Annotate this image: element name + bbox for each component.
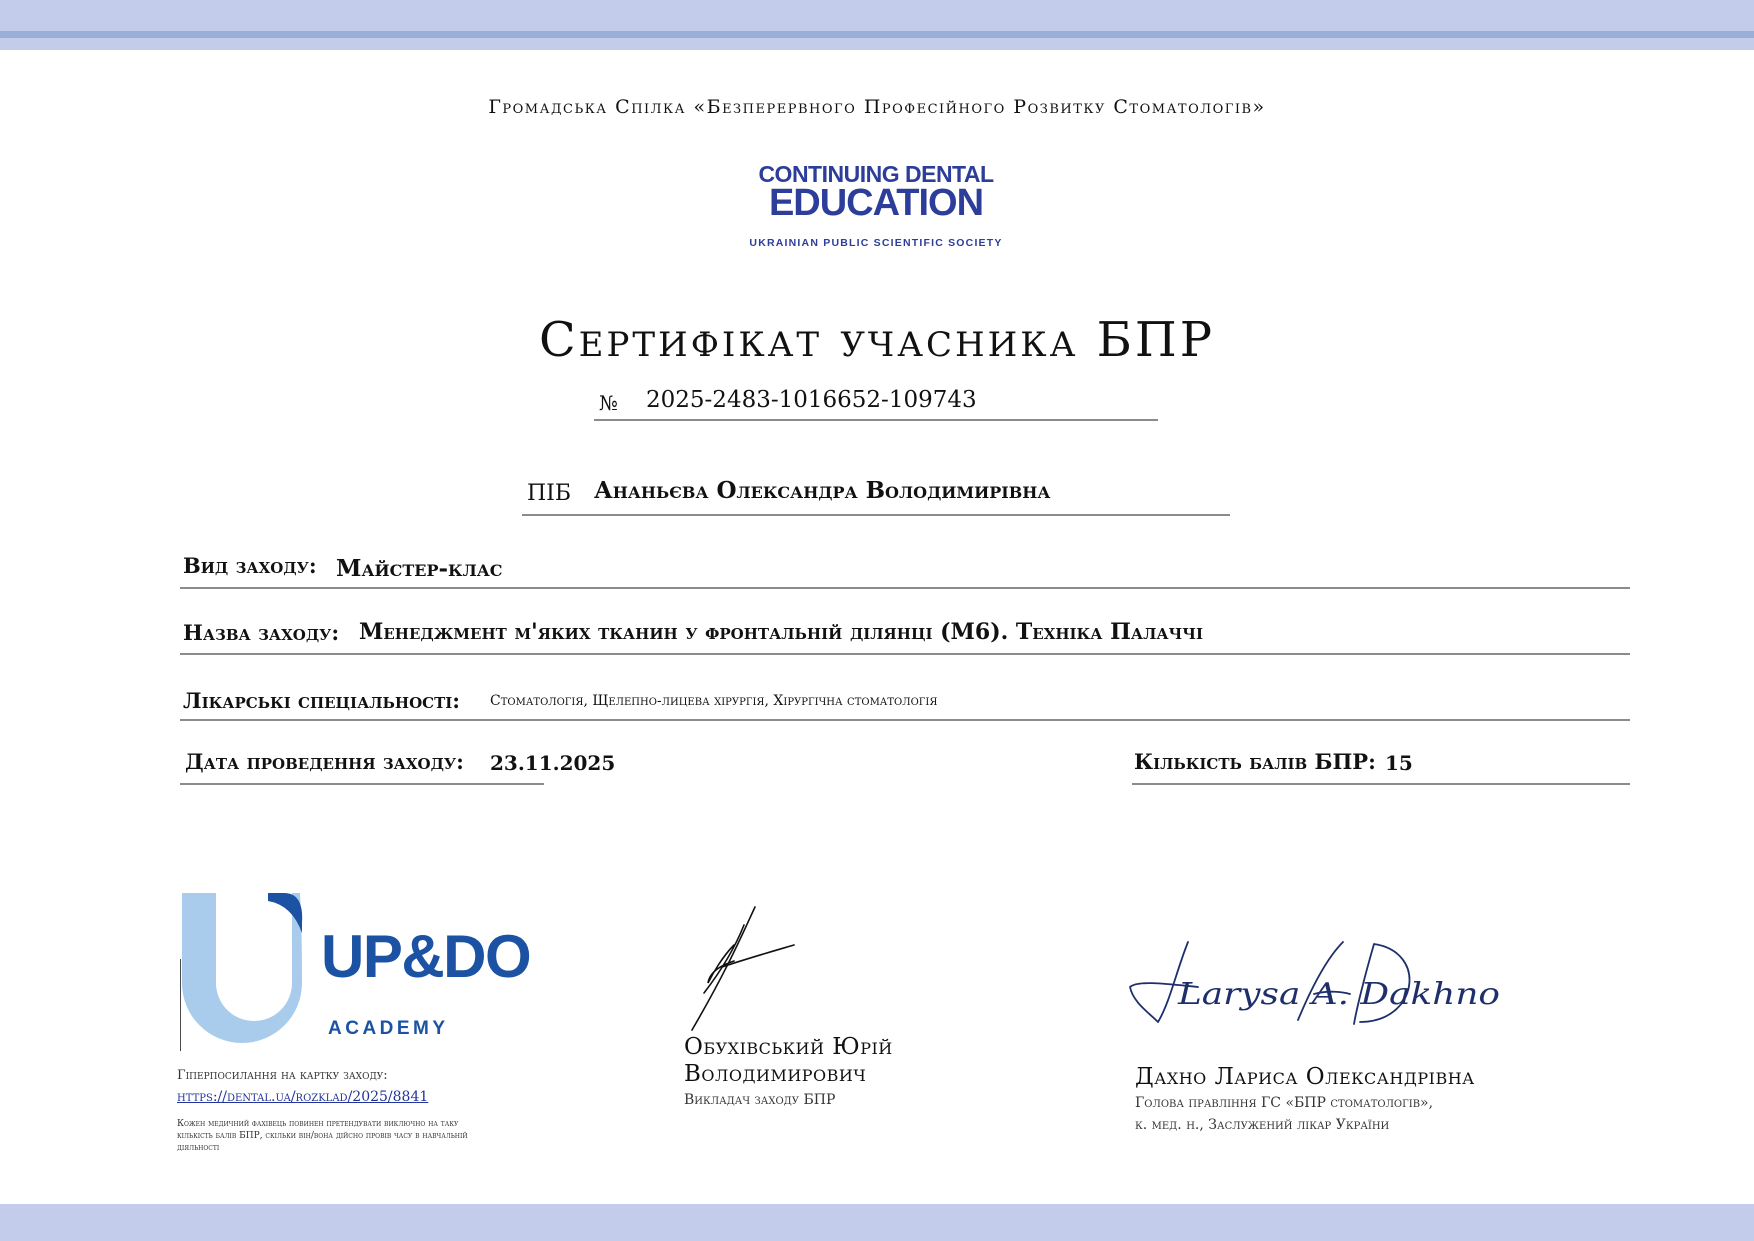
- points-row: [1132, 742, 1630, 785]
- specialties-row: [180, 683, 1630, 721]
- updo-logo-name: UP&DO: [321, 923, 531, 990]
- head-role-line2: к. мед. н., Заслужений лікар України: [1135, 1117, 1390, 1133]
- top-band-stripe: [0, 31, 1754, 38]
- participant-name-row: [522, 472, 1230, 516]
- participant-name-label: ПІБ: [527, 481, 572, 506]
- cde-logo: [726, 160, 1026, 252]
- lecturer-role: Викладач заходу БПР: [684, 1092, 836, 1108]
- head-name: Дахно Лариса Олександрівна: [1135, 1064, 1475, 1090]
- updo-u-shape-icon: [182, 893, 302, 1043]
- event-type-value: Майстер-клас: [336, 555, 503, 582]
- lecturer-name: [684, 1034, 893, 1088]
- event-date-row: [180, 742, 616, 785]
- lecturer-name-line2: Володимирович: [684, 1061, 867, 1087]
- event-type-label: Вид заходу:: [183, 553, 317, 578]
- lecturer-signature: [682, 905, 802, 1035]
- certificate-number: 2025-2483-1016652-109743: [646, 387, 977, 413]
- updo-logo-subtitle: ACADEMY: [328, 1018, 449, 1039]
- specialties-value: Стоматологія, Щелепно-лицева хірургія, Хірургічна стоматологія: [490, 693, 938, 709]
- event-name-value: Менеджмент м'яких тканин у фронтальній ділянці (М6). Техніка Палаччі: [359, 619, 1203, 645]
- cde-logo-line1: CONTINUING DENTAL: [758, 161, 994, 187]
- event-link-label: Гіперпосилання на картку заходу:: [177, 1068, 388, 1083]
- cde-logo-line2: EDUCATION: [768, 182, 984, 224]
- head-role-line1: Голова правління ГС «БПР стоматологів»,: [1135, 1095, 1434, 1111]
- specialties-label: Лікарські спеціальності:: [183, 688, 461, 713]
- event-type-row: [180, 546, 1630, 589]
- event-name-label: Назва заходу:: [183, 620, 340, 645]
- event-date-label: Дата проведення заходу:: [185, 749, 464, 774]
- top-band: [0, 0, 1754, 50]
- points-value: 15: [1385, 751, 1413, 775]
- points-label: Кількість балів БПР:: [1134, 749, 1376, 774]
- participant-name: Ананьєва Олександра Володимирівна: [594, 477, 1051, 504]
- certificate-title: Сертифікат учасника БПР: [538, 312, 1216, 368]
- cde-logo-line3: UKRAINIAN PUBLIC SCIENTIFIC SOCIETY: [749, 237, 1003, 249]
- points-disclaimer: Кожен медичний фахівець повинен претендувати виключно на таку кількість балів БПР, скільки він/вона дійсно провів часу в навчальній діяльності: [177, 1119, 468, 1153]
- event-name-row: [180, 611, 1630, 655]
- updo-academy-logo: [180, 893, 570, 1053]
- event-link[interactable]: https://dental.ua/rozklad/2025/8841: [177, 1089, 429, 1105]
- head-signature-text: Larysa A. Dakhno: [1176, 977, 1500, 1012]
- organization-name: Громадська Спілка «Безперервного Професійного Розвитку Стоматологів»: [488, 96, 1266, 118]
- certificate-number-row: [594, 385, 1158, 421]
- bottom-band: [0, 1204, 1754, 1241]
- event-date-value: 23.11.2025: [490, 751, 616, 775]
- lecturer-name-line1: Обухівський Юрій: [684, 1034, 893, 1060]
- certificate-number-label: №: [599, 391, 618, 415]
- head-signature: [1128, 932, 1506, 1032]
